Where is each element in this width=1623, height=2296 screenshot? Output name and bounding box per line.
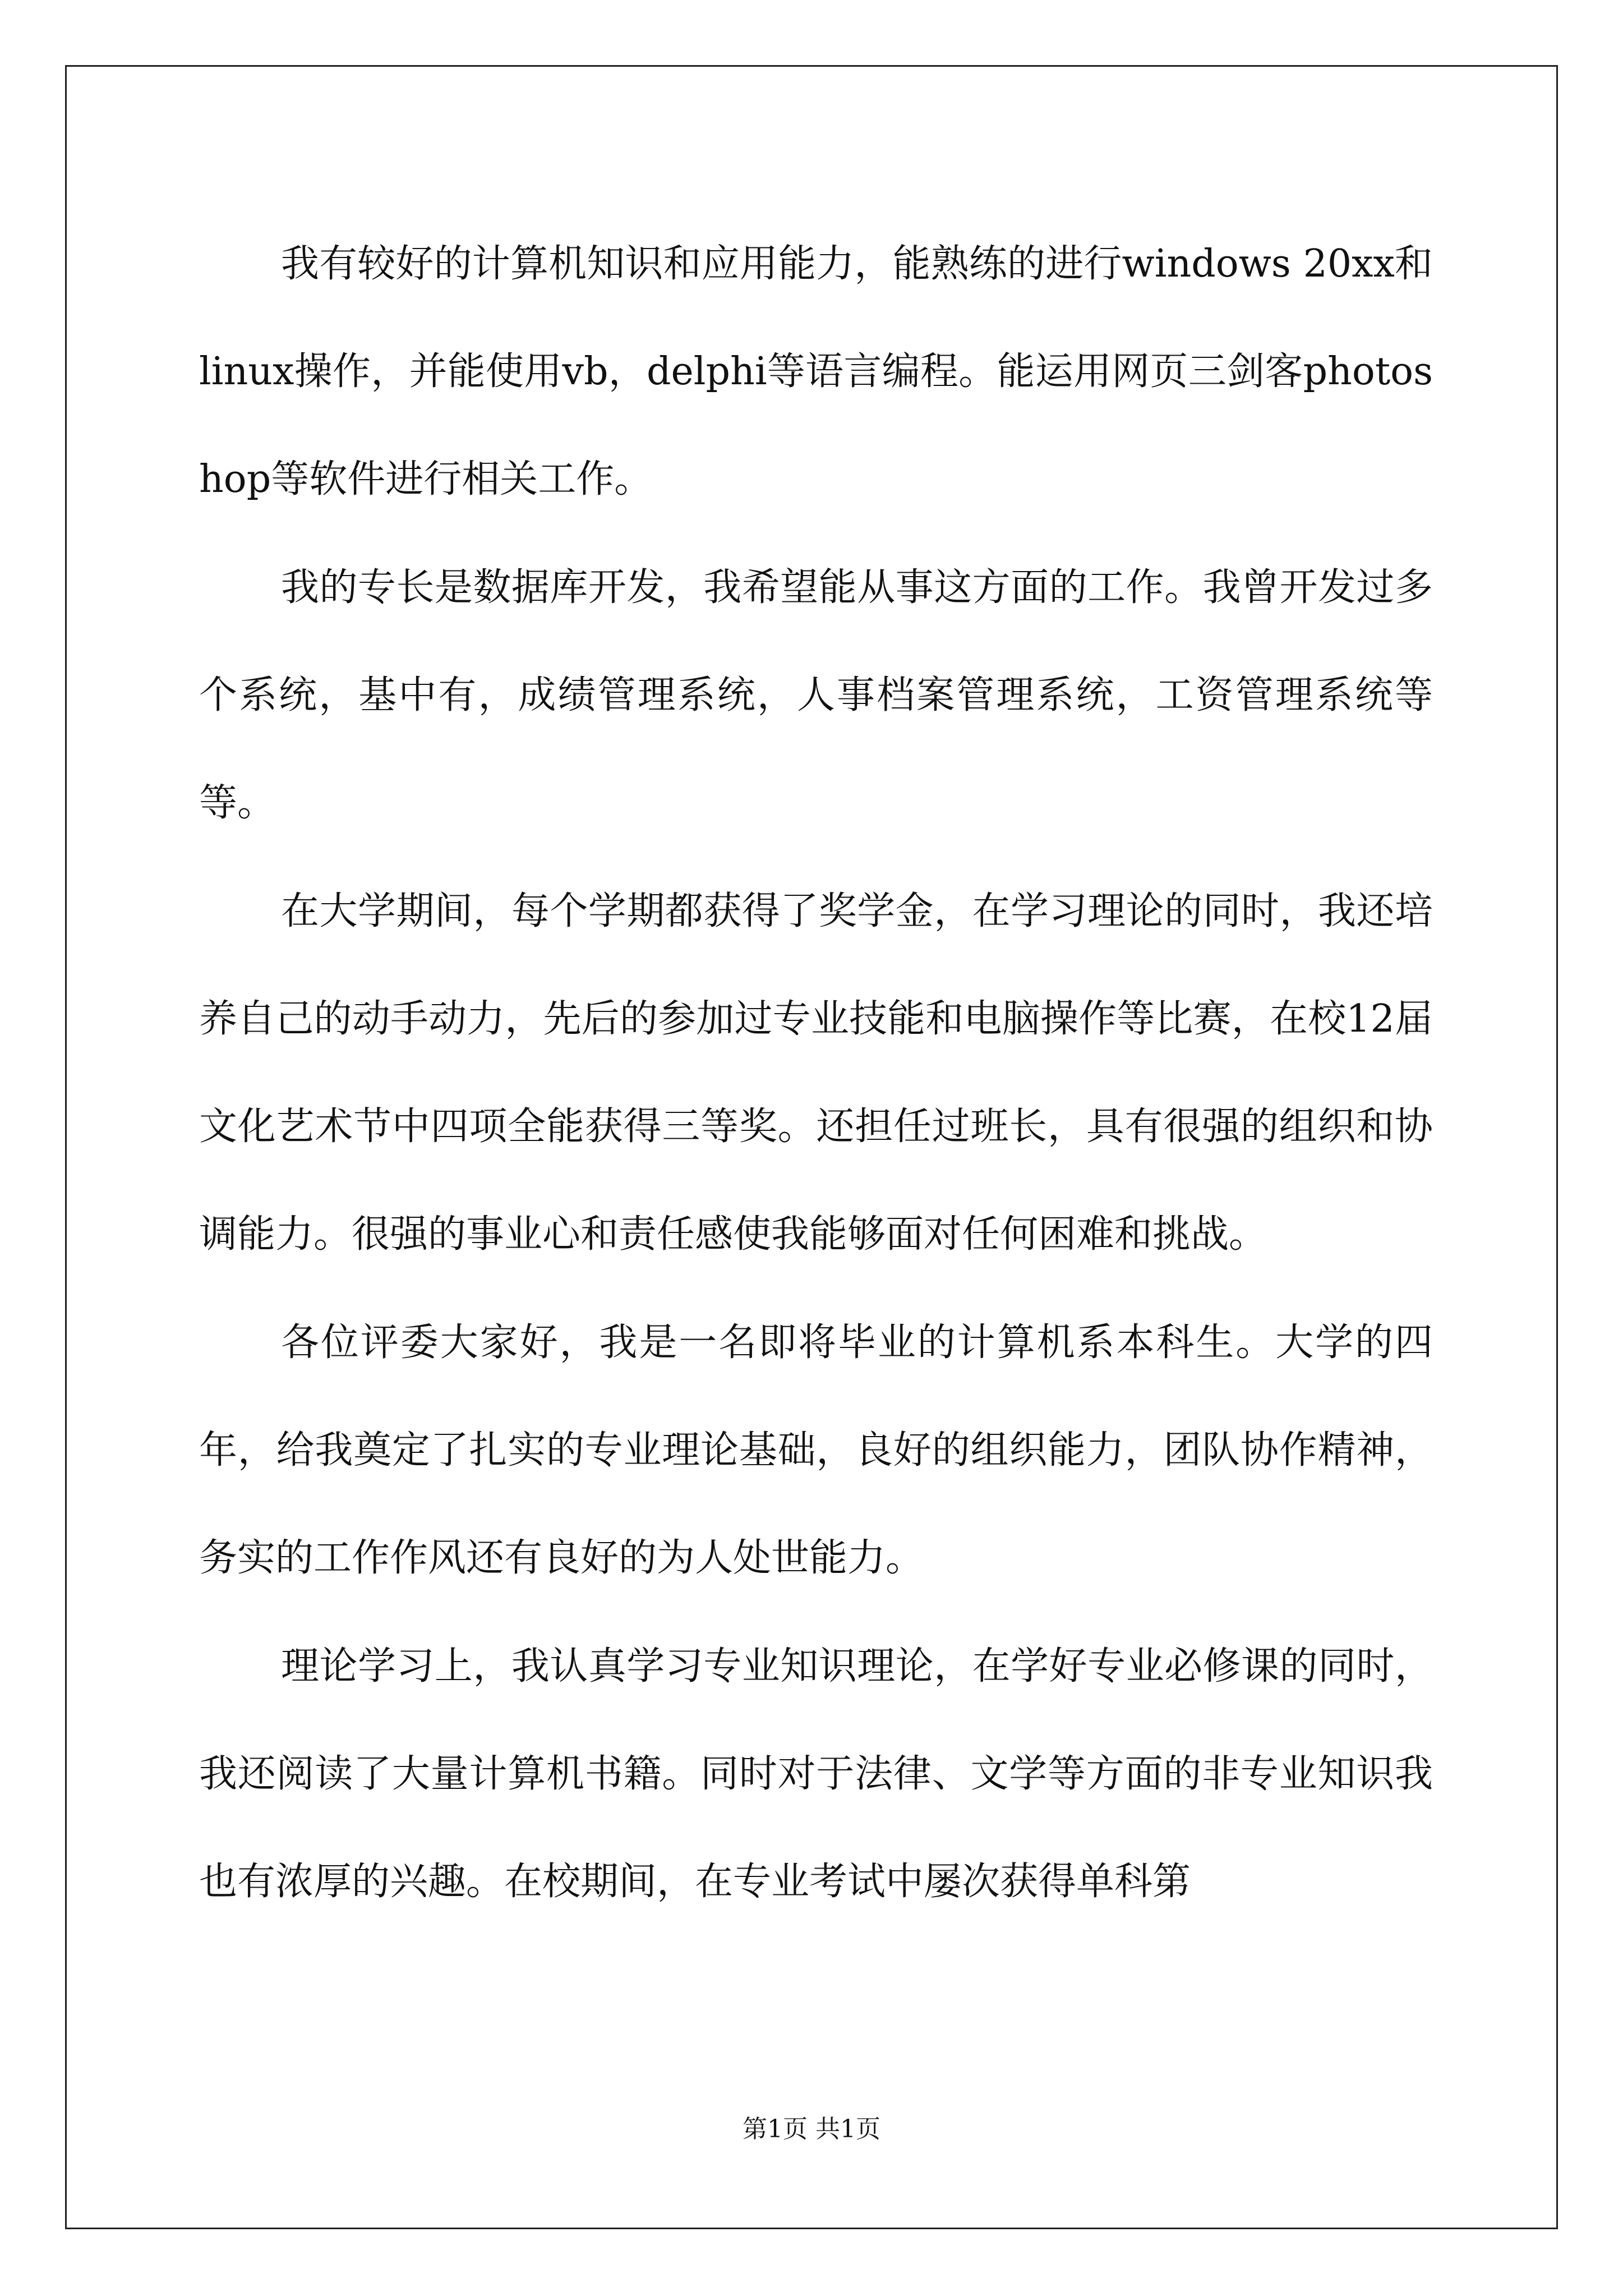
paragraph-4: 各位评委大家好，我是一名即将毕业的计算机系本科生。大学的四年，给我奠定了扎实的专业理论基础，良好的组织能力，团队协作精神，务实的工作作风还有良好的为人处世能力。 xyxy=(199,1320,1433,1580)
paragraph-3: 在大学期间，每个学期都获得了奖学金，在学习理论的同时，我还培养自己的动手动力，先后的参加过专业技能和电脑操作等比赛，在校12届文化艺术节中四项全能获得三等奖。还担任过班长，具有很强的组织和协调能力。很强的事业心和责任感使我能够面对任何困难和挑战。 xyxy=(199,889,1433,1257)
paragraph-5: 理论学习上，我认真学习专业知识理论，在学好专业必修课的同时，我还阅读了大量计算机书籍。同时对于法律、文学等方面的非专业知识我也有浓厚的兴趣。在校期间，在专业考试中屡次获得单科第 xyxy=(199,1644,1433,1904)
paragraph-2: 我的专长是数据库开发，我希望能从事这方面的工作。我曾开发过多个系统，基中有，成绩管理系统，人事档案管理系统，工资管理系统等等。 xyxy=(199,565,1433,825)
page-footer: 第1页 共1页 xyxy=(743,2115,880,2143)
document-body xyxy=(199,210,1433,1936)
paragraph-1: 我有较好的计算机知识和应用能力，能熟练的进行windows 20xx和linux操作，并能使用vb，delphi等语言编程。能运用网页三剑客photoshop等软件进行相关工作。 xyxy=(199,242,1433,501)
